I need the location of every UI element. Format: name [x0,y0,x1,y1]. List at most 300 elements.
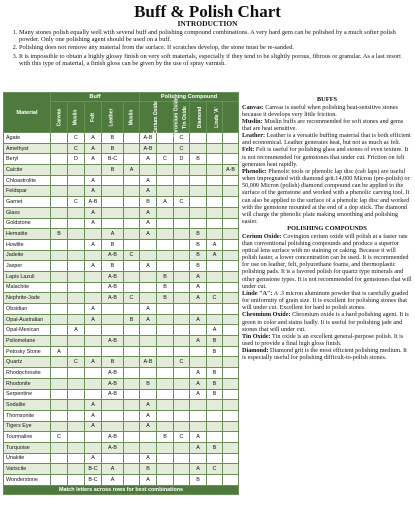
compound-description [242,290,412,311]
table-cell [157,378,174,389]
table-cell [124,154,140,165]
table-cell [157,325,174,336]
table-cell: A [85,400,102,411]
material-name: Quartz [4,357,51,368]
table-cell [157,143,174,154]
table-cell [207,271,223,282]
table-cell: A [102,475,124,486]
table-cell: B [140,464,157,475]
table-cell [190,400,207,411]
table-cell [223,346,239,357]
table-cell: C [174,143,190,154]
table-cell [207,229,223,240]
table-cell: A [85,314,102,325]
table-cell [102,207,124,218]
table-cell [68,250,85,261]
table-cell [223,133,239,144]
intro-item: 2. Polishing does not remove any material from the surface. If scratches develop, the stone must be re-sanded. [19,44,408,51]
material-name: Feldspar [4,186,51,197]
table-cell [140,346,157,357]
table-cell [207,133,223,144]
table-cell [157,400,174,411]
table-cell [223,475,239,486]
table-cell [157,336,174,347]
material-name: Goldstone [4,218,51,229]
table-cell: A [190,271,207,282]
table-cell [174,368,190,379]
table-cell: A [140,207,157,218]
table-row [4,218,239,229]
table-cell: A [140,218,157,229]
table-cell [124,442,140,453]
column-header [85,102,102,133]
table-cell: A [190,442,207,453]
table-cell [124,218,140,229]
compound-description-term: Linde "A": [242,289,273,297]
table-cell: B-C [85,475,102,486]
table-cell [85,165,102,176]
table-cell [174,218,190,229]
table-cell [140,165,157,176]
intro-item: 1. Many stones polish equally well with several buff and polishing compound combinations. A very hard gem can be polished by a much softer polish powder. Only one polishing agent should be used on a buff. [19,29,408,43]
table-cell [68,271,85,282]
material-name: Wonderstone [4,475,51,486]
table-cell [157,442,174,453]
buff-description-term: Felt: [242,146,255,154]
table-cell [223,464,239,475]
table-cell [223,293,239,304]
table-cell [190,143,207,154]
table-cell [190,207,207,218]
table-cell [190,453,207,464]
table-cell [102,410,124,421]
buff-description [242,146,412,167]
table-cell [51,250,68,261]
material-name: Thomsonite [4,410,51,421]
table-cell [51,475,68,486]
table-cell [223,410,239,421]
material-name: Petosky Stone [4,346,51,357]
table-cell [68,314,85,325]
table-row [4,239,239,250]
table-cell [223,218,239,229]
table-cell [207,282,223,293]
table-cell: C [174,133,190,144]
table-cell [174,250,190,261]
buff-description-text: Canvas is useful when polishing heat-sensitive stones because it develops very little friction. [242,103,398,118]
table-cell: A [85,421,102,432]
material-name: Serpentine [4,389,51,400]
table-cell [51,453,68,464]
table-cell [157,346,174,357]
table-cell [157,133,174,144]
table-row [4,143,239,154]
table-cell [207,197,223,208]
table-cell [85,389,102,400]
compound-description-term: Tin Oxide: [242,332,271,340]
column-header [157,96,180,138]
table-cell: A-B [223,165,239,176]
table-cell [68,421,85,432]
column-header-label: Leather [109,107,115,127]
compound-description-text: Chromium oxide is a hard polishing agent. It is green in color and stains badly. It is useful for polishing jade and stones that will under cut. [242,311,409,333]
table-cell [102,421,124,432]
material-name: Psilomelane [4,336,51,347]
table-cell [223,154,239,165]
table-cell [85,325,102,336]
table-cell [51,293,68,304]
table-cell: C [68,357,85,368]
table-cell [102,304,124,315]
column-header [51,102,68,133]
compound-group-header: Polishing Compound [140,93,239,102]
table-cell: A [190,314,207,325]
table-cell [51,175,68,186]
table-cell: B [140,378,157,389]
table-cell [223,197,239,208]
table-cell [190,421,207,432]
table-cell [85,346,102,357]
table-cell: B [157,271,174,282]
table-cell: A [140,421,157,432]
material-name: Agate [4,133,51,144]
table-cell [207,314,223,325]
table-cell: A [207,239,223,250]
table-cell [223,282,239,293]
table-cell [174,325,190,336]
table-cell [223,261,239,272]
table-cell [223,175,239,186]
table-row [4,464,239,475]
table-cell [124,432,140,443]
table-cell [68,442,85,453]
column-header [140,102,157,133]
table-cell: A [85,133,102,144]
table-cell [102,186,124,197]
table-cell: A [190,432,207,443]
material-name: Tigers Eye [4,421,51,432]
table-cell [124,400,140,411]
table-cell [190,410,207,421]
table-cell [157,239,174,250]
table-cell [223,378,239,389]
table-cell [140,432,157,443]
table-cell: A [85,186,102,197]
table-cell [51,314,68,325]
compound-description-term: Cerium Oxide: [242,232,282,240]
table-cell [68,346,85,357]
buff-description-term: Canvas: [242,103,264,111]
table-cell [207,432,223,443]
table-cell: B [190,154,207,165]
buff-description-term: Phenolic: [242,167,267,175]
material-name: Amethyst [4,143,51,154]
table-row [4,304,239,315]
table-cell [51,165,68,176]
table-row [4,410,239,421]
table-cell [51,421,68,432]
material-name: Rhodonite [4,378,51,389]
table-cell: A [102,464,124,475]
table-cell [223,229,239,240]
table-cell [157,250,174,261]
column-header-label: Muslin [72,109,79,125]
table-cell: C [124,250,140,261]
material-name: Turquoise [4,442,51,453]
material-name: Jasper [4,261,51,272]
table-cell [190,165,207,176]
column-header [102,102,124,133]
table-cell [190,357,207,368]
table-cell [124,336,140,347]
table-cell: A [140,154,157,165]
page-title: Buff & Polish Chart [134,2,281,21]
table-cell [174,165,190,176]
table-cell: B [207,442,223,453]
table-cell: C [68,133,85,144]
table-cell: B [207,368,223,379]
table-cell [223,368,239,379]
buff-description [242,118,412,132]
table-cell: B-C [102,154,124,165]
table-cell [68,229,85,240]
table-cell [68,282,85,293]
table-row [4,389,239,400]
table-cell [174,207,190,218]
table-cell [51,368,68,379]
table-cell [157,389,174,400]
table-cell [157,475,174,486]
table-cell [68,389,85,400]
table-cell [124,197,140,208]
table-cell [124,325,140,336]
table-cell [174,314,190,325]
column-header-label: Aluminum Oxide [239,97,246,137]
table-cell [124,453,140,464]
table-cell: C [207,464,223,475]
table-cell [157,229,174,240]
table-cell [174,304,190,315]
table-cell: A [102,229,124,240]
table-cell [190,175,207,186]
table-cell [68,239,85,250]
table-cell [223,400,239,411]
table-cell [68,293,85,304]
table-row [4,154,239,165]
table-cell [68,165,85,176]
table-cell: C [51,432,68,443]
table-cell [124,282,140,293]
table-cell [190,186,207,197]
table-cell: A [207,325,223,336]
table-cell [124,239,140,250]
table-cell: B [207,336,223,347]
compound-description-text: Tin oxide is an excellent general-purpose polish. It is used to provide a final high gloss finish. [242,332,404,347]
compound-description-text: Diamond grit is the most efficient polishing medium. It is especially useful for polishing difficult-to-polish stones. [242,347,407,362]
table-row [4,346,239,357]
table-cell [207,175,223,186]
table-cell [51,143,68,154]
table-cell [68,400,85,411]
table-cell: B [190,239,207,250]
table-cell [174,410,190,421]
table-cell [223,304,239,315]
table-cell: A [140,400,157,411]
table-cell: C [174,197,190,208]
buff-description-text: Muslin buffs are recommended for soft stones and gems that are heat sensitive. [242,117,404,132]
table-cell: A [85,143,102,154]
column-header-label: Tin Oxide [181,105,188,129]
table-cell: B [124,314,140,325]
table-cell [207,207,223,218]
table-row [4,378,239,389]
table-cell [51,282,68,293]
table-cell: D [174,154,190,165]
table-cell [223,143,239,154]
table-cell [51,304,68,315]
table-cell: C [68,197,85,208]
table-cell [174,239,190,250]
table-cell [207,410,223,421]
table-cell: A-B [140,357,157,368]
table-cell [51,261,68,272]
material-name: Opal-Mexican [4,325,51,336]
table-cell [223,186,239,197]
table-cell: B [102,143,124,154]
compound-description [242,311,412,332]
table-cell [140,250,157,261]
table-cell: A-B [102,432,124,443]
table-cell [174,186,190,197]
table-row [4,432,239,443]
buff-group-header: Buff [51,93,140,102]
table-cell: B [207,389,223,400]
table-cell [207,421,223,432]
table-cell [223,207,239,218]
compound-description-text: A .3 micron aluminum powder that is carefully graded for uniformity of grain size. It is excellent for polishing stones that will under cut. Excellent for hard to polish stones. [242,289,409,312]
table-cell [124,207,140,218]
table-row [4,325,239,336]
table-cell [190,304,207,315]
table-cell [207,165,223,176]
table-cell [85,442,102,453]
table-cell: C [124,293,140,304]
table-cell [68,261,85,272]
table-row [4,453,239,464]
material-name: Hematite [4,229,51,240]
table-cell [190,218,207,229]
table-cell [124,229,140,240]
table-cell [223,357,239,368]
table-cell [85,293,102,304]
table-cell: A [85,357,102,368]
table-row [4,229,239,240]
table-cell: A [68,325,85,336]
table-cell [157,175,174,186]
material-name: Unakite [4,453,51,464]
table-cell: B-C [85,464,102,475]
table-cell [124,271,140,282]
column-header-label: Cerium Oxide [152,100,159,134]
table-cell [51,154,68,165]
table-cell [140,271,157,282]
table-row [4,475,239,486]
table-cell [174,229,190,240]
table-cell [140,336,157,347]
table-cell [207,218,223,229]
column-header-label: Felt [89,112,96,122]
table-cell: B [102,239,124,250]
table-cell: A [140,410,157,421]
table-row [4,133,239,144]
material-name: Opal-Australian [4,314,51,325]
table-row [4,282,239,293]
table-row [4,400,239,411]
table-row [4,175,239,186]
table-cell: A-B [102,282,124,293]
table-cell [68,336,85,347]
table-cell: A [140,453,157,464]
table-cell [223,336,239,347]
table-cell: C [174,357,190,368]
table-cell [68,304,85,315]
table-cell: A [85,453,102,464]
table-cell [51,410,68,421]
table-cell: A [190,389,207,400]
table-cell [68,464,85,475]
descriptions-column [239,96,412,362]
table-cell [124,143,140,154]
table-cell [51,389,68,400]
table-cell [124,378,140,389]
table-cell: A [140,475,157,486]
table-cell [140,239,157,250]
table-row [4,368,239,379]
table-cell: A [140,229,157,240]
table-cell [174,336,190,347]
table-row [4,186,239,197]
table-cell: B [102,261,124,272]
compounds-heading: POLISHING COMPOUNDS [287,225,367,233]
table-cell: B [157,282,174,293]
table-cell [174,453,190,464]
buff-description [242,132,412,146]
table-cell [124,475,140,486]
table-cell: A [190,282,207,293]
table-cell: A [207,250,223,261]
table-cell: C [174,432,190,443]
table-cell [51,336,68,347]
table-cell [223,239,239,250]
table-cell [124,421,140,432]
table-cell [190,346,207,357]
buff-description-text: Felt is useful for polishing glass and stones of even texture. It is not recommended for gemstones that under cut. Friction on felt generates heat rapidly. [242,146,409,168]
table-cell [51,400,68,411]
table-cell: A-B [102,293,124,304]
table-cell [157,410,174,421]
table-cell [157,207,174,218]
table-cell [174,293,190,304]
table-row [4,336,239,347]
table-cell [102,400,124,411]
table-cell: A [85,175,102,186]
table-cell [102,453,124,464]
table-cell: C [157,154,174,165]
table-cell [174,421,190,432]
table-cell [68,218,85,229]
material-name: Jadeite [4,250,51,261]
table-cell [51,218,68,229]
